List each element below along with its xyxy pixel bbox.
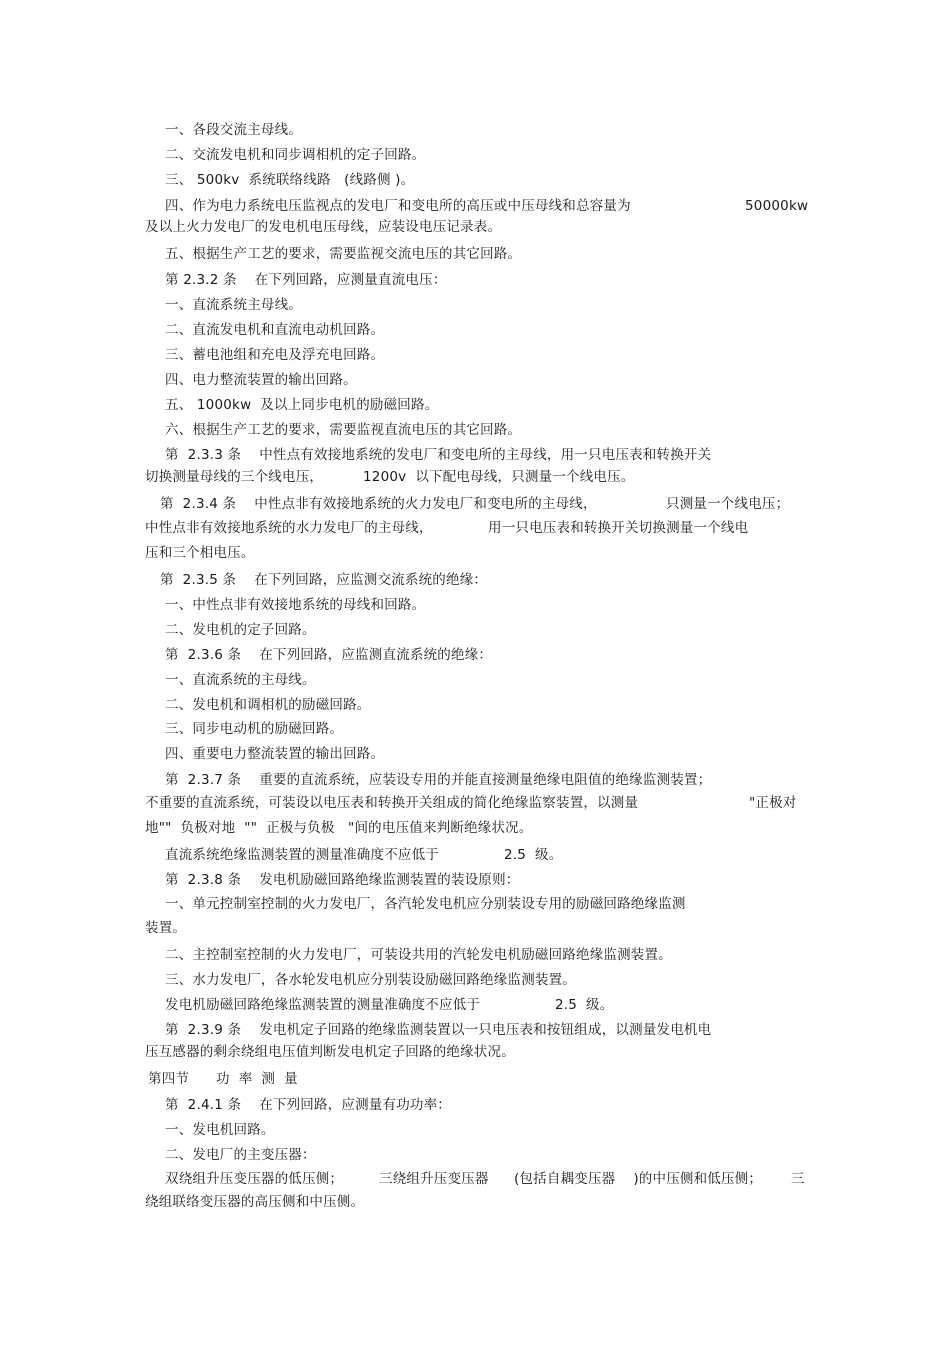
text-line: 一、直流系统主母线。 [165, 297, 302, 313]
text-line: 2.5 级。 [504, 847, 563, 863]
text-line: 一、单元控制室控制的火力发电厂，各汽轮发电机应分别装设专用的励磁回路绝缘监测 [165, 896, 686, 912]
text-line: 绕组联络变压器的高压侧和中压侧。 [145, 1194, 365, 1210]
text-line: 二、发电机和调相机的励磁回路。 [165, 697, 371, 713]
text-line: 中性点非有效接地系统的水力发电厂的主母线， [145, 520, 433, 536]
text-line: 一、直流系统的主母线。 [165, 672, 316, 688]
text-line: 二、交流发电机和同步调相机的定子回路。 [165, 147, 426, 163]
clause-heading: 第 2.3.5 条 在下列回路，应监测交流系统的绝缘： [160, 572, 488, 588]
text-line: 五、 1000kw 及以上同步电机的励磁回路。 [165, 397, 439, 413]
text-line: 六、根据生产工艺的要求，需要监视直流电压的其它回路。 [165, 422, 522, 438]
clause-heading: 第 2.3.7 条 重要的直流系统，应装设专用的并能直接测量绝缘电阻值的绝缘监测装置； [165, 772, 712, 788]
text-line: 50000kw [745, 198, 809, 214]
text-line: (包括自耦变压器 )的中压侧和低压侧； [514, 1171, 763, 1187]
clause-heading: 第 2.3.9 条 发电机定子回路的绝缘监测装置以一只电压表和按钮组成，以测量发电机电 [165, 1022, 712, 1038]
clause-heading: 第 2.3.8 条 发电机励磁回路绝缘监测装置的装设原则： [165, 872, 520, 888]
text-line: 二、发电厂的主变压器： [165, 1147, 316, 1163]
text-line: 只测量一个线电压； [666, 496, 790, 512]
text-line: 四、电力整流装置的输出回路。 [165, 372, 357, 388]
text-line: 三、同步电动机的励磁回路。 [165, 721, 344, 737]
text-line: 二、主控制室控制的火力发电厂，可装设共用的汽轮发电机励磁回路绝缘监测装置。 [165, 947, 672, 963]
text-line: 三、 500kv 系统联络线路 (线路侧 )。 [165, 172, 415, 188]
text-line: 发电机励磁回路绝缘监测装置的测量准确度不应低于 [165, 997, 481, 1013]
text-line: 一、发电机回路。 [165, 1122, 275, 1138]
text-line: 一、中性点非有效接地系统的母线和回路。 [165, 597, 426, 613]
clause-heading: 第 2.3.4 条 中性点非有效接地系统的火力发电厂和变电所的主母线， [160, 496, 597, 512]
clause-heading: 第 2.4.1 条 在下列回路，应测量有功功率： [165, 1097, 451, 1113]
text-line: 及以上火力发电厂的发电机电压母线，应装设电压记录表。 [145, 219, 502, 235]
text-line: 三、水力发电厂，各水轮发电机应分别装设励磁回路绝缘监测装置。 [165, 972, 576, 988]
clause-heading: 第 2.3.6 条 在下列回路，应监测直流系统的绝缘： [165, 647, 493, 663]
text-line: 三绕组升压变压器 [379, 1171, 489, 1187]
section-heading: 第四节 功 率 测 量 [148, 1071, 298, 1087]
text-line: 三、蓄电池组和充电及浮充电回路。 [165, 347, 385, 363]
text-line: 二、直流发电机和直流电动机回路。 [165, 322, 385, 338]
text-line: 2.5 级。 [555, 997, 614, 1013]
clause-heading: 第 2.3.3 条 中性点有效接地系统的发电厂和变电所的主母线，用一只电压表和转换开关 [165, 447, 712, 463]
text-line: 双绕组升压变压器的低压侧； [165, 1171, 344, 1187]
text-line: 用一只电压表和转换开关切换测量一个线电 [488, 520, 749, 536]
text-line: "正极对 [749, 795, 797, 811]
text-line: 切换测量母线的三个线电压， [145, 469, 324, 485]
text-line: 装置。 [145, 920, 187, 936]
text-line: 五、根据生产工艺的要求，需要监视交流电压的其它回路。 [165, 246, 522, 262]
text-line: 地"" 负极对地 "" 正极与负极 "间的电压值来判断绝缘状况。 [145, 820, 533, 836]
text-line: 不重要的直流系统，可装设以电压表和转换开关组成的简化绝缘监察装置，以测量 [145, 795, 639, 811]
text-line: 压互感器的剩余绕组电压值判断发电机定子回路的绝缘状况。 [145, 1044, 515, 1060]
text-line: 直流系统绝缘监测装置的测量准确度不应低于 [165, 847, 439, 863]
text-line: 四、作为电力系统电压监视点的发电厂和变电所的高压或中压母线和总容量为 [165, 198, 631, 214]
text-line: 二、发电机的定子回路。 [165, 622, 316, 638]
text-line: 四、重要电力整流装置的输出回路。 [165, 746, 385, 762]
clause-heading: 第 2.3.2 条 在下列回路，应测量直流电压： [165, 272, 447, 288]
text-line: 1200v 以下配电母线，只测量一个线电压。 [363, 469, 635, 485]
text-line: 压和三个相电压。 [145, 545, 255, 561]
text-line: 三 [791, 1171, 805, 1187]
text-line: 一、各段交流主母线。 [165, 122, 302, 138]
